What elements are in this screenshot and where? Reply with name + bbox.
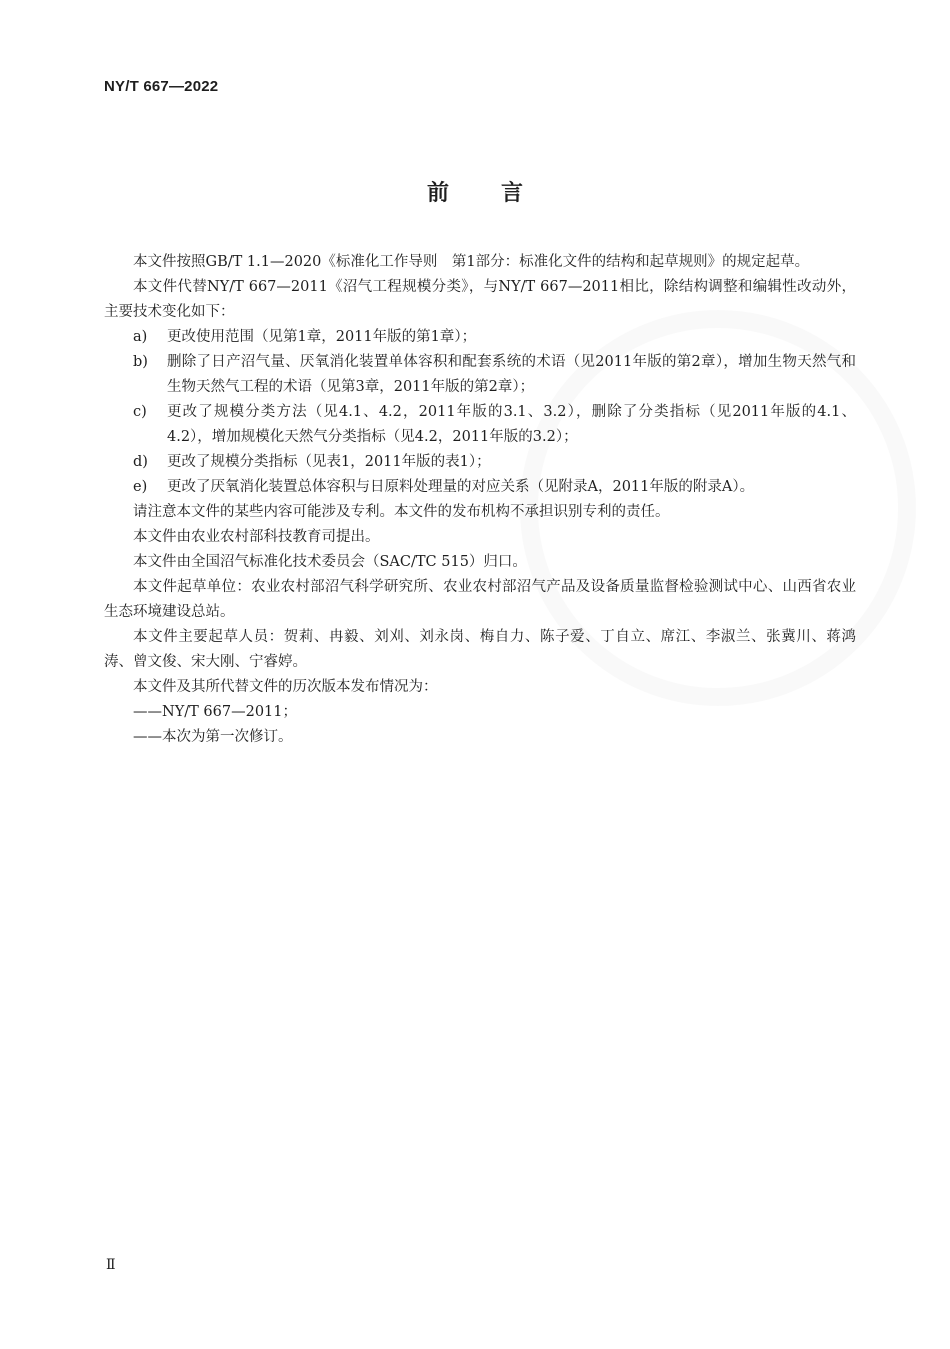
list-marker: d) [133,454,148,470]
page-title: 前言 [426,181,575,206]
history-item: ——本次为第一次修订。 [133,729,293,745]
change-item-a [104,325,856,350]
change-item-e [104,475,856,500]
list-item-text: 更改了规模分类方法（见4.1、4.2，2011年版的3.1、3.2），删除了分类指标（见2011年版的4.1、4.2），增加规模化天然气分类指标（见4.2，2011年版的3.2）； [167,404,856,445]
proposer-statement: 本文件由农业农村部科技教育司提出。 [133,529,380,545]
committee-statement: 本文件由全国沼气标准化技术委员会（SAC/TC 515）归口。 [133,554,527,570]
list-item-text: 更改了规模分类指标（见表1，2011年版的表1）； [167,454,491,470]
list-item-text: 更改使用范围（见第1章，2011年版的第1章）； [167,329,477,345]
page-number: Ⅱ [106,1257,116,1273]
list-marker: e) [133,479,148,495]
list-marker: a) [133,329,148,345]
paragraph: 本文件按照GB/T 1.1—2020《标准化工作导则 第1部分：标准化文件的结构和起草规则》的规定起草。 [133,254,810,270]
drafters: 本文件主要起草人员：贺莉、冉毅、刘刈、刘永岗、梅自力、陈子爱、丁自立、席江、李淑兰、张冀川、蒋鸿涛、曾文俊、宋大刚、宁睿婷。 [104,629,856,670]
standard-code: NY/T 667—2022 [104,78,219,95]
list-item-text: 删除了日产沼气量、厌氧消化装置单体容积和配套系统的术语（见2011年版的第2章），增加生物天然气和生物天然气工程的术语（见第3章，2011年版的第2章）； [167,354,856,395]
patent-notice: 请注意本文件的某些内容可能涉及专利。本文件的发布机构不承担识别专利的责任。 [133,504,670,520]
history-item: ——NY/T 667—2011； [133,704,298,720]
paragraph: 本文件代替NY/T 667—2011《沼气工程规模分类》，与NY/T 667—2011相比，除结构调整和编辑性改动外，主要技术变化如下： [104,279,856,320]
history-intro: 本文件及其所代替文件的历次版本发布情况为： [133,679,438,695]
list-item-text: 更改了厌氧消化装置总体容积与日原料处理量的对应关系（见附录A，2011年版的附录A）。 [167,479,755,495]
change-item-b [104,350,856,400]
drafting-units: 本文件起草单位：农业农村部沼气科学研究所、农业农村部沼气产品及设备质量监督检验测试中心、山西省农业生态环境建设总站。 [104,579,856,620]
list-marker: c) [133,404,147,420]
change-item-c [104,400,856,450]
foreword-body [104,250,856,750]
change-item-d [104,450,856,475]
list-marker: b) [133,354,148,370]
